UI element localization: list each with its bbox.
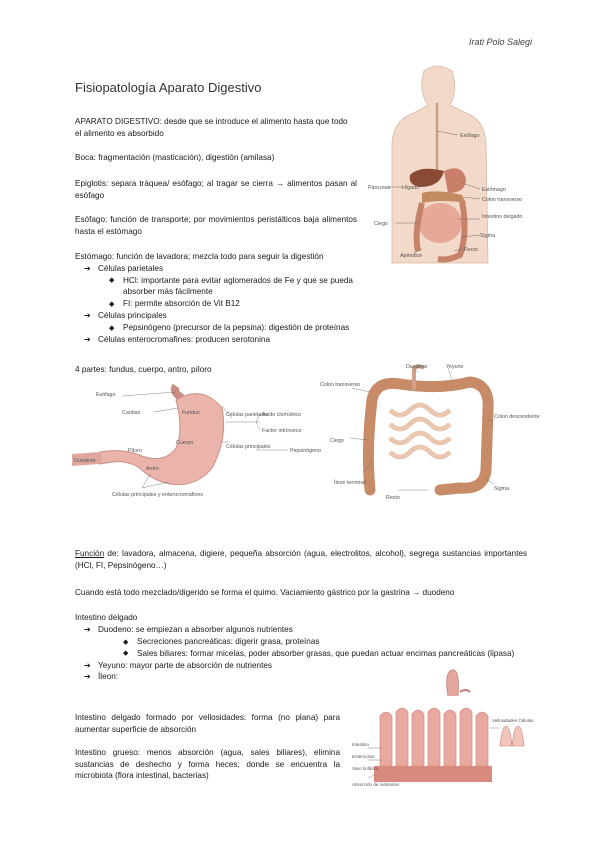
paragraph-grueso: Intestino grueso: menos absorción (agua, sales biliares), elimina sustancias de deshecho y forma heces; donde se encuentra la microbiota (flora intestinal, bacterias) xyxy=(75,748,340,780)
intestine-label-colon-transverso: Colon transverso xyxy=(320,382,361,388)
body-label-intestino-delgado: Intestino delgado xyxy=(482,214,523,220)
intestine-label-recto: Recto xyxy=(386,495,400,501)
arrow-icon: ➔ xyxy=(84,672,91,681)
stomach-label-principales: Células principales xyxy=(226,444,271,450)
list-item: ➔ Células parietales xyxy=(84,264,164,273)
villi-label-vellosidades: Vellosidades Células xyxy=(492,718,534,723)
list-item: ➔ Células enterocromafines: producen serotonina xyxy=(84,335,271,344)
stomach-label-entero: Células principales y enterocromafines xyxy=(112,492,203,498)
body-label-estomago: Estómago xyxy=(482,187,506,193)
stomach-label-fundus: Fundus xyxy=(182,410,200,416)
paragraph-estomago: Estómago: función de lavadora; mezcla todo para seguir la digestión xyxy=(75,252,324,261)
body-label-higado: Hígado xyxy=(402,185,420,191)
body-label-apendice: Apéndice xyxy=(400,253,423,259)
list-item: ◆ Pepsinógeno (precursor de la pepsina): digestión de proteínas xyxy=(75,322,395,335)
list-item: ◆ FI: permite absorción de Vit B12 xyxy=(75,298,395,311)
list-item: ◆ Sales biliares: formar micelas, poder absorber grasas, que puedan actuar encimas pancreáticas (lipasa) xyxy=(123,649,515,658)
body-label-colon-transverso: Colon transverso xyxy=(482,197,523,203)
stomach-label-duodeno: Duodeno xyxy=(74,458,96,464)
stomach-figure xyxy=(72,378,332,518)
stomach-label-piloro: Píloro xyxy=(128,448,142,454)
paragraph-partes: 4 partes: fundus, cuerpo, antro, píloro xyxy=(75,365,212,374)
body-label-sigma: Sigma xyxy=(480,233,496,239)
intestine-figure xyxy=(310,360,540,505)
arrow-icon: ➔ xyxy=(84,335,91,344)
villi-label-nutrientes: Absorción de nutrientes xyxy=(352,782,400,787)
intestine-label-duodeno: Duodeno xyxy=(406,364,428,370)
body-label-ciego: Ciego xyxy=(374,221,388,227)
body-label-recto: Recto xyxy=(464,247,478,253)
arrow-icon: ➔ xyxy=(84,660,91,670)
intestine-label-yeyuno: Yeyuno xyxy=(446,364,464,370)
paragraph-aparato: APARATO DIGESTIVO: desde que se introduce el alimento hasta que todo el alimento es absorbido xyxy=(75,117,348,138)
stomach-label-esofago: Esófago xyxy=(96,392,116,398)
villi-label-intestino: Intestino xyxy=(352,742,370,747)
paragraph-epiglotis: Epiglotis: separa tráquea/ esófago; al tragar se cierra → alimentos pasan al esófago xyxy=(75,179,357,200)
stomach-label-factor: Factor intrínseco xyxy=(262,428,302,434)
diamond-bullet-icon: ◆ xyxy=(123,638,129,646)
list-item: ➔ Íleon: xyxy=(84,672,119,681)
paragraph-funcion: Función de: lavadora, almacena, digiere, pequeña absorción (agua, electrolitos, alcohol), segrega sustancias importantes (HCl, FI, Pepsinógeno…) xyxy=(75,549,527,570)
intestine-label-sigma: Sigma xyxy=(494,486,510,492)
page-title: Fisiopatología Aparato Digestivo xyxy=(75,80,262,95)
author-name: Irati Polo Salegi xyxy=(468,37,532,47)
arrow-icon: ➔ xyxy=(84,625,91,634)
body-label-esofago: Esófago xyxy=(460,133,480,139)
list-item: ◆ Secreciones pancreáticas: digerir grasa, proteínas xyxy=(75,636,530,649)
list-item: ➔ Células principales xyxy=(84,311,167,320)
paragraph-vellosidades: Intestino delgado formado por vellosidades: forma (no plana) para aumentar superficie de absorción xyxy=(75,713,340,734)
intestine-label-ciego: Ciego xyxy=(330,438,344,444)
paragraph-quimo: Cuando está todo mezclado/digerido se forma el quimo. Vaciamiento gástrico por la gastrina → duodeno xyxy=(75,588,455,597)
list-item: ◆ HCl: importante para evitar aglomerados de Fe y que se pueda absorber más fácilmente xyxy=(109,275,353,296)
stomach-label-acido: Ácido clorhídrico xyxy=(262,412,302,418)
diamond-bullet-icon: ◆ xyxy=(109,324,115,332)
list-item: ➔ Duodeno: se empiezan a absorber algunos nutrientes xyxy=(84,625,293,634)
intestine-label-colon-descendente: Colon descendente xyxy=(494,414,540,420)
stomach-label-pepsinogeno: Pepsinógeno xyxy=(290,448,321,454)
paragraph-esofago: Esófago: función de transporte; por movimientos peristálticos baja alimentos hasta el estómago xyxy=(75,215,357,236)
diamond-bullet-icon: ◆ xyxy=(109,276,115,284)
diamond-bullet-icon: ◆ xyxy=(123,650,129,657)
digestive-system-figure xyxy=(362,63,522,273)
villi-figure xyxy=(352,666,532,792)
diamond-bullet-icon: ◆ xyxy=(109,300,115,308)
stomach-label-parietales: Células parietales xyxy=(226,412,269,418)
intestine-label-ileon: Íleon terminal xyxy=(334,480,366,486)
estomago-list xyxy=(75,263,395,346)
body-label-pancreas: Páncreas xyxy=(368,185,391,191)
stomach-label-antro: Antro xyxy=(146,466,159,472)
stomach-label-cuerpo: Cuerpo xyxy=(176,440,194,446)
list-item: ➔ Yeyuno: mayor parte de absorción de nutrientes xyxy=(84,660,273,670)
paragraph-intestino-delgado: Intestino delgado xyxy=(75,613,138,622)
stomach-label-cardias: Cardias xyxy=(122,410,141,416)
villi-label-enterocitos: Enterocitos xyxy=(352,754,375,759)
villi-label-vaso: Vaso linfático xyxy=(352,766,379,771)
paragraph-boca: Boca: fragmentación (masticación), digestión (amilasa) xyxy=(75,153,275,162)
arrow-icon: ➔ xyxy=(84,311,91,320)
arrow-icon: ➔ xyxy=(84,264,91,273)
